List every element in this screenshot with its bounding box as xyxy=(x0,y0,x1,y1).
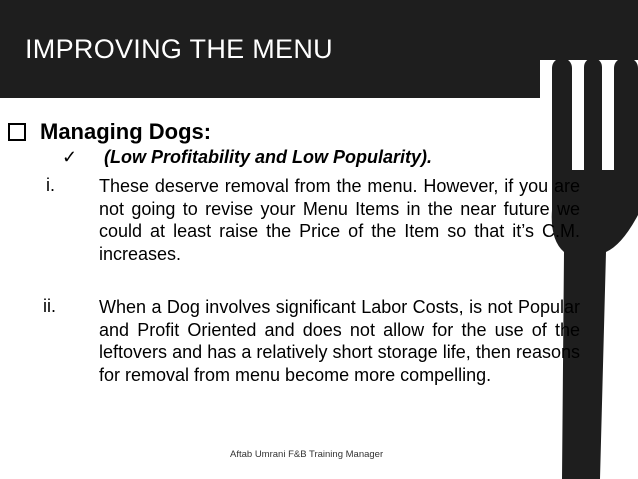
section-heading: Managing Dogs: xyxy=(40,119,212,144)
footer-text: Aftab Umrani F&B Training Manager xyxy=(230,449,384,460)
subheading: (Low Profitability and Low Popularity). xyxy=(104,147,432,167)
checkbox-square-icon xyxy=(8,123,26,141)
heading-row xyxy=(8,118,211,146)
list-item-text: These deserve removal from the menu. However, if you are not going to revise your Menu Items in the near future we could at least raise the Price of the Item so that it’s C.M. increases. xyxy=(99,176,580,264)
list-item-text: When a Dog involves significant Labor Costs, is not Popular and Profit Oriented and does not allow for the use of the leftovers and has a relatively short storage life, then reasons for removal from menu become more compelling. xyxy=(99,297,580,385)
list-marker: ii. xyxy=(43,296,56,316)
slide-title: IMPROVING THE MENU xyxy=(25,34,333,64)
checkmark-icon: ✓ xyxy=(62,147,78,167)
subheading-row xyxy=(62,147,432,168)
list-marker: i. xyxy=(46,175,55,195)
